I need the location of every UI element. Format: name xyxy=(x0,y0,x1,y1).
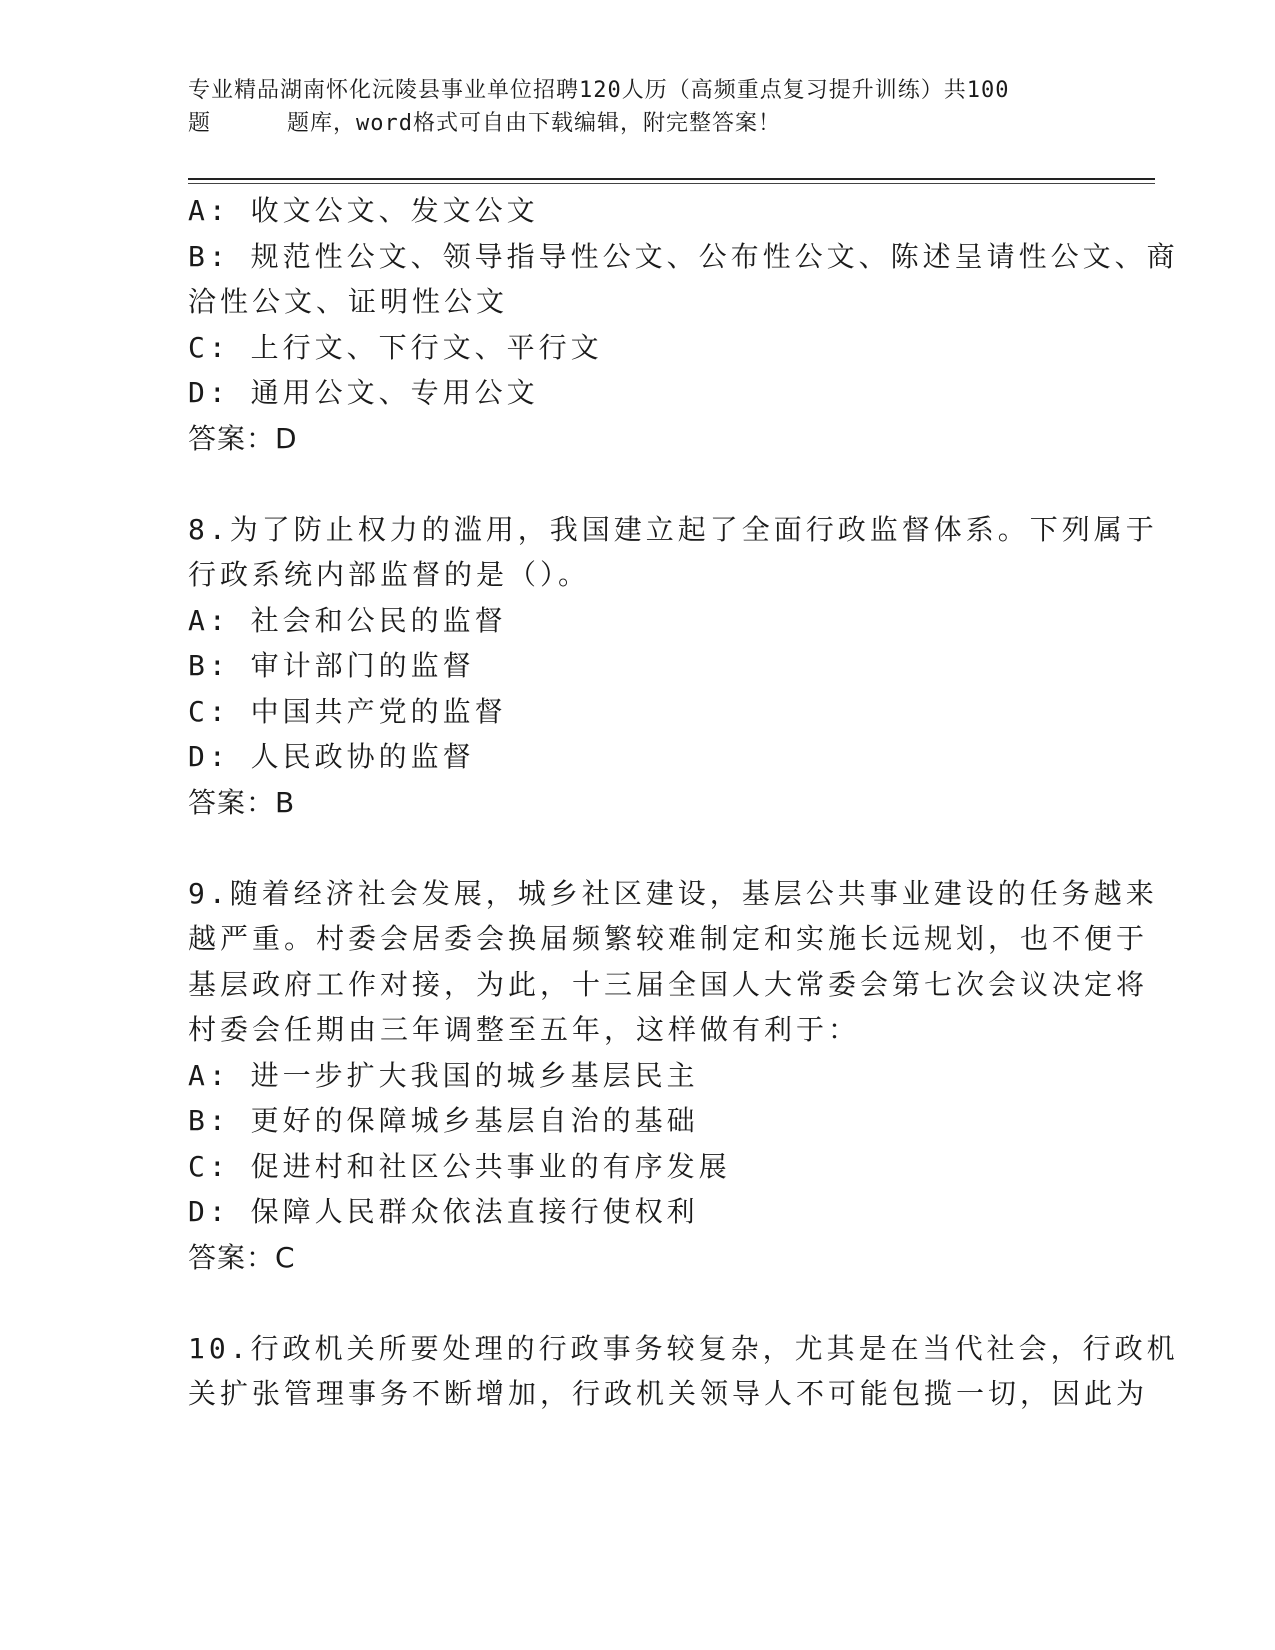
q9-option-b: B: 更好的保障城乡基层自治的基础 xyxy=(188,1104,699,1137)
q9-stem-line-2: 越严重。村委会居委会换届频繁较难制定和实施长远规划，也不便于 xyxy=(188,922,1149,955)
q7-option-b-line-1: B: 规范性公文、领导指导性公文、公布性公文、陈述呈请性公文、商 xyxy=(188,239,1179,273)
header-title-line-2 xyxy=(188,107,1088,140)
q9-stem-line-4: 村委会任期由三年调整至五年，这样做有利于： xyxy=(188,1013,861,1046)
q8-option-b: B: 审计部门的监督 xyxy=(188,649,475,682)
q8-stem-line-1: 8.为了防止权力的滥用，我国建立起了全面行政监督体系。下列属于 xyxy=(188,512,1158,546)
q7-option-d: D: 通用公文、专用公文 xyxy=(188,376,539,409)
header-title-line-1: 专业精品湖南怀化沅陵县事业单位招聘120人历（高频重点复习提升训练）共100 xyxy=(188,78,1010,103)
spacer xyxy=(188,1280,1088,1326)
spacer xyxy=(188,461,1088,507)
header-line2-left: 题 xyxy=(188,111,212,136)
question-10-block xyxy=(188,1326,1179,1417)
spacer xyxy=(188,825,1088,871)
q8-answer: 答案：B xyxy=(188,785,296,819)
q8-option-a: A: 社会和公民的监督 xyxy=(188,603,507,637)
page-header xyxy=(188,74,1088,140)
q10-stem-line-1: 10.行政机关所要处理的行政事务较复杂，尤其是在当代社会，行政机 xyxy=(188,1331,1179,1365)
q9-stem-line-3: 基层政府工作对接，为此，十三届全国人大常委会第七次会议决定将 xyxy=(188,967,1149,1001)
q7-option-c: C: 上行文、下行文、平行文 xyxy=(188,330,603,364)
q9-stem-line-1: 9.随着经济社会发展，城乡社区建设，基层公共事业建设的任务越来 xyxy=(188,876,1158,910)
q7-option-b-line-2: 洽性公文、证明性公文 xyxy=(188,285,509,318)
question-9-block xyxy=(188,871,1158,1281)
question-8-block xyxy=(188,507,1158,826)
q8-stem-line-2: 行政系统内部监督的是（）。 xyxy=(188,558,591,591)
q9-option-d: D: 保障人民群众依法直接行使权利 xyxy=(188,1195,699,1228)
header-divider-thick xyxy=(188,178,1155,180)
header-line2-right: 题库，word格式可自由下载编辑，附完整答案！ xyxy=(287,111,781,136)
header-divider-thin xyxy=(188,183,1155,184)
q9-answer: 答案：C xyxy=(188,1240,296,1274)
question-7-block xyxy=(188,188,1179,461)
q7-answer: 答案：D xyxy=(188,421,298,455)
q10-stem-line-2: 关扩张管理事务不断增加，行政机关领导人不可能包揽一切，因此为 xyxy=(188,1377,1149,1410)
q9-option-c: C: 促进村和社区公共事业的有序发展 xyxy=(188,1149,731,1183)
q8-option-d: D: 人民政协的监督 xyxy=(188,740,475,773)
q8-option-c: C: 中国共产党的监督 xyxy=(188,694,507,728)
q7-option-a: A: 收文公文、发文公文 xyxy=(188,194,539,227)
q9-option-a: A: 进一步扩大我国的城乡基层民主 xyxy=(188,1058,699,1092)
question-content xyxy=(188,188,1179,1417)
